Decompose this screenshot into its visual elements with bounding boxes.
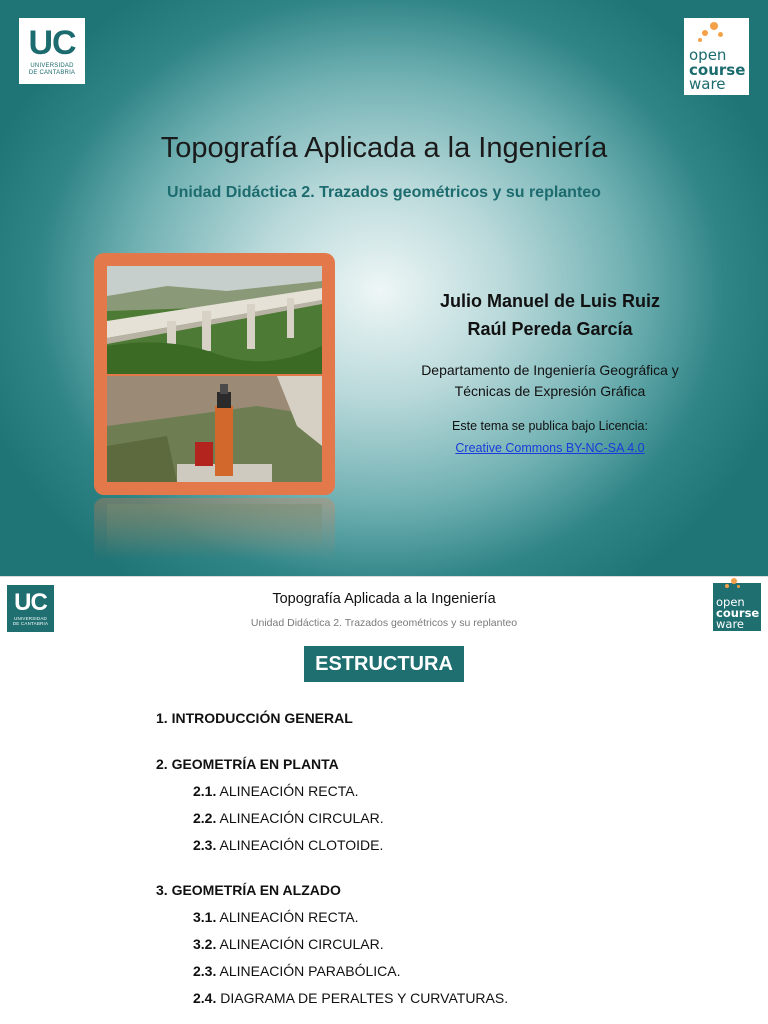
toc-item	[193, 909, 358, 925]
toc-item-number: 2.1.	[193, 783, 217, 799]
toc-item	[193, 990, 508, 1006]
uc-logo-letters: UC	[28, 24, 76, 63]
department-line-2: Técnicas de Expresión Gráfica	[454, 383, 646, 399]
ocw-small-open: open	[716, 595, 745, 610]
header-title: Topografía Aplicada a la Ingeniería	[272, 591, 496, 607]
uc-logo-line2: DE CANTABRIA	[28, 69, 76, 76]
license-link[interactable]: Creative Commons BY-NC-SA 4.0	[455, 441, 645, 455]
uc-logo-small-letters: UC	[14, 588, 47, 616]
toc-item	[193, 963, 401, 979]
section-heading: ESTRUCTURA	[304, 646, 464, 682]
uc-logo-small-line1: UNIVERSIDAD	[14, 615, 47, 621]
bridge-photo	[107, 266, 322, 374]
toc-item-text: ALINEACIÓN CIRCULAR.	[219, 810, 384, 826]
ocw-dots-icon	[698, 22, 728, 46]
toc-item-text: ALINEACIÓN RECTA.	[219, 783, 359, 799]
toc-item-text: ALINEACIÓN RECTA.	[219, 909, 359, 925]
photo-frame	[94, 253, 335, 495]
toc-item	[156, 882, 341, 898]
toc-item-text: 3. GEOMETRÍA EN ALZADO	[156, 882, 341, 898]
department	[390, 360, 710, 402]
toc-item-text: 2. GEOMETRÍA EN PLANTA	[156, 756, 339, 772]
slide-title: Topografía Aplicada a la Ingeniería	[160, 132, 608, 164]
toc-item-text: 1. INTRODUCCIÓN GENERAL	[156, 710, 353, 726]
uc-logo-small-line2: DE CANTABRIA	[12, 620, 49, 626]
uc-logo	[19, 18, 85, 84]
toc-item-number: 2.4.	[193, 990, 217, 1006]
ocw-logo-course: course	[689, 60, 746, 79]
toc-item	[193, 837, 383, 853]
ocw-logo-open: open	[689, 46, 727, 65]
ocw-small-course: course	[716, 606, 760, 621]
toc-item-text: DIAGRAMA DE PERALTES Y CURVATURAS.	[220, 990, 509, 1006]
uc-logo-line1: UNIVERSIDAD	[30, 63, 74, 70]
toc-item-number: 2.3.	[193, 963, 217, 979]
authors	[390, 287, 710, 343]
toc-item-number: 3.1.	[193, 909, 217, 925]
opencourseware-logo	[684, 18, 749, 95]
ocw-logo-ware: ware	[689, 74, 726, 93]
department-line-1: Departamento de Ingeniería Geográfica y	[421, 362, 679, 378]
license-label: Este tema se publica bajo Licencia:	[452, 419, 648, 433]
slide-subtitle: Unidad Didáctica 2. Trazados geométricos y su replanteo	[167, 184, 601, 201]
ocw-dots-small-icon	[723, 578, 743, 592]
author-1: Julio Manuel de Luis Ruiz	[439, 291, 661, 311]
survey-instrument-photo	[107, 376, 322, 482]
toc-item-number: 3.2.	[193, 936, 217, 952]
toc-item-text: ALINEACIÓN CLOTOIDE.	[219, 837, 384, 853]
ocw-small-ware: ware	[716, 617, 745, 632]
toc-item-number: 2.3.	[193, 837, 217, 853]
toc-item	[193, 783, 358, 799]
toc-item	[193, 810, 384, 826]
toc-item	[193, 936, 384, 952]
photo-reflection	[94, 498, 335, 568]
header-subtitle: Unidad Didáctica 2. Trazados geométricos y su replanteo	[250, 617, 518, 629]
toc-item	[156, 756, 339, 772]
author-2: Raúl Pereda García	[467, 319, 633, 339]
toc-item-text: ALINEACIÓN CIRCULAR.	[219, 936, 384, 952]
toc-item-text: ALINEACIÓN PARABÓLICA.	[219, 963, 401, 979]
toc-item-number: 2.2.	[193, 810, 217, 826]
toc-item	[156, 710, 353, 726]
structure-slide	[0, 576, 768, 1024]
